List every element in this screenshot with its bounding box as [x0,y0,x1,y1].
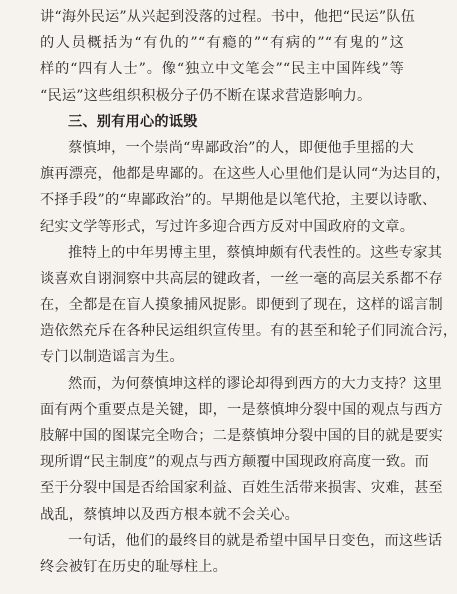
text-line: “民运”这些组织积极分子仍不断在谋求营造影响力。 [40,87,372,104]
text-line: 样的“四有人士”。像“独立中文笔会”“民主中国阵线”等 [40,61,404,78]
text-line: 旗再漂亮，他都是卑鄙的。在这些人心里他们是认同“为达目的， [40,166,451,183]
text-line: 然而，为何蔡慎坤这样的谬论却得到西方的大力支持？这里 [68,375,443,392]
text-line: 一句话，他们的最终目的就是希望中国早日变色，而这些话 [68,532,443,549]
text-line: 至于分裂中国是否给国家利益、百姓生活带来损害、灾难，甚至 [40,480,443,497]
text-line: 的人员概括为“有仇的”“有瘾的”“有病的”“有鬼的”这 [40,35,404,52]
text-line: 推特上的中年男博主里，蔡慎坤颇有代表性的。这些专家其 [68,244,443,261]
section-heading: 三、别有用心的诋毁 [68,113,198,130]
text-line: 在，全都是在盲人摸象捕风捉影。即便到了现在，这样的谣言制 [40,297,443,314]
text-line: 纪实文学等形式，写过许多迎合西方反对中国政府的文章。 [40,218,415,235]
text-line: 战乱，蔡慎坤以及西方根本就不会关心。 [40,506,299,523]
text-line: 谈喜欢自诩洞察中共高层的键政者，一丝一毫的高层关系都不存 [40,270,443,287]
text-line: 面有两个重要点是关键，即，一是蔡慎坤分裂中国的观点与西方 [40,401,443,418]
text-line: 造依然充斥在各种民运组织宣传里。有的甚至和轮子们同流合污， [40,323,457,340]
text-line: 专门以制造谣言为生。 [40,349,184,366]
text-line: 不择手段”的“卑鄙政治”的。早期他是以笔代抢，主要以诗歌、 [40,192,437,209]
text-line: 讲“海外民运”从兴起到没落的过程。书中，他把“民运”队伍 [40,9,416,25]
text-line: 现所谓“民主制度”的观点与西方颠覆中国现政府高度一致。而 [40,454,429,471]
text-line: 肢解中国的图谋完全吻合；二是蔡慎坤分裂中国的目的就是要实 [40,428,443,444]
text-line: 终会被钉在历史的耻辱柱上。 [40,558,228,575]
text-line: 蔡慎坤，一个崇尚“卑鄙政治”的人，即便他手里摇的大 [68,139,414,156]
